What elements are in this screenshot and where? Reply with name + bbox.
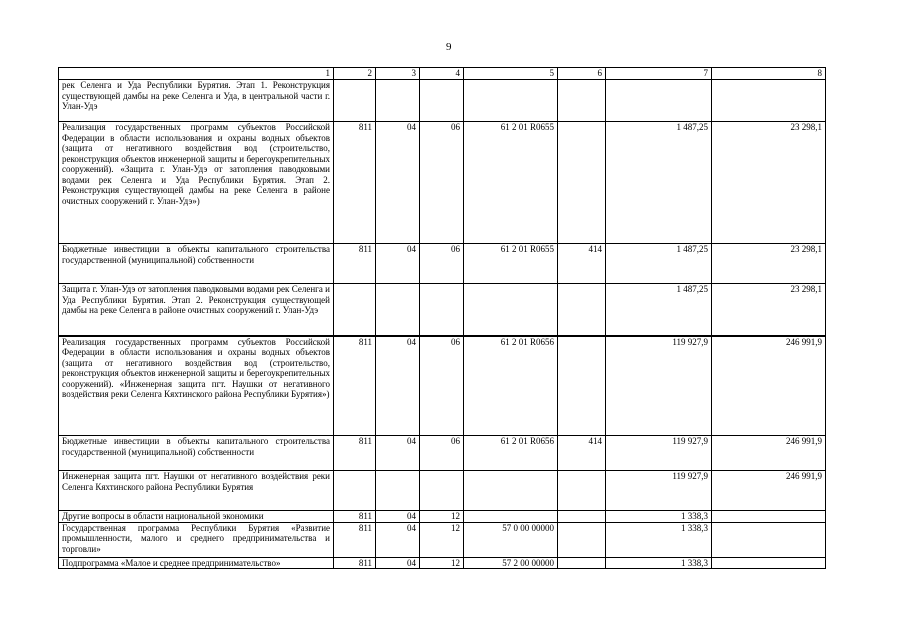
cell-target-article bbox=[464, 284, 558, 336]
table-header-row bbox=[59, 68, 826, 80]
table-row bbox=[59, 522, 826, 557]
row-name: Бюджетные инвестиции в объекты капитального строительства государственной (муниципальной) собственности bbox=[59, 244, 334, 284]
cell-subsection: 12 bbox=[420, 522, 464, 557]
row-name: Реализация государственных программ субъектов Российской Федерации в области использования и охраны водных объектов (защита от негативного воздействия вод (строительство, реконструкция объектов инженерной защиты и берегоукрепительных сооружений). «Инженерная защита пгт. Наушки от негативного воздействия реки Селенга Кяхтинского района Республики Бурятия») bbox=[59, 336, 334, 436]
column-header: 6 bbox=[558, 68, 606, 80]
cell-amount-1: 1 338,3 bbox=[606, 557, 712, 569]
column-header: 1 bbox=[59, 68, 334, 80]
cell-amount-2: 246 991,9 bbox=[712, 336, 826, 436]
cell-amount-1: 119 927,9 bbox=[606, 336, 712, 436]
cell-amount-1: 1 487,25 bbox=[606, 244, 712, 284]
cell-target-article bbox=[464, 511, 558, 523]
table-row bbox=[59, 284, 826, 336]
cell-expense-type bbox=[558, 122, 606, 244]
table-row bbox=[59, 244, 826, 284]
cell-ministry: 811 bbox=[334, 436, 376, 471]
column-header: 4 bbox=[420, 68, 464, 80]
cell-expense-type bbox=[558, 471, 606, 511]
cell-amount-2: 246 991,9 bbox=[712, 471, 826, 511]
table-row bbox=[59, 471, 826, 511]
cell-subsection bbox=[420, 284, 464, 336]
column-header: 2 bbox=[334, 68, 376, 80]
cell-subsection bbox=[420, 80, 464, 122]
cell-target-article: 57 0 00 00000 bbox=[464, 522, 558, 557]
cell-expense-type bbox=[558, 522, 606, 557]
cell-ministry: 811 bbox=[334, 511, 376, 523]
column-header: 3 bbox=[376, 68, 420, 80]
cell-target-article: 61 2 01 R0656 bbox=[464, 336, 558, 436]
cell-ministry bbox=[334, 471, 376, 511]
table-row bbox=[59, 80, 826, 122]
cell-target-article: 61 2 01 R0655 bbox=[464, 122, 558, 244]
cell-expense-type bbox=[558, 557, 606, 569]
cell-section: 04 bbox=[376, 522, 420, 557]
cell-amount-2 bbox=[712, 557, 826, 569]
cell-ministry: 811 bbox=[334, 336, 376, 436]
cell-section bbox=[376, 80, 420, 122]
cell-subsection: 06 bbox=[420, 244, 464, 284]
cell-section: 04 bbox=[376, 122, 420, 244]
cell-ministry bbox=[334, 284, 376, 336]
row-name: Подпрограмма «Малое и среднее предпринимательство» bbox=[59, 557, 334, 569]
row-name: Государственная программа Республики Бурятия «Развитие промышленности, малого и среднего предпринимательства и торговли» bbox=[59, 522, 334, 557]
cell-subsection: 06 bbox=[420, 336, 464, 436]
cell-expense-type bbox=[558, 284, 606, 336]
table-row bbox=[59, 557, 826, 569]
table-row bbox=[59, 122, 826, 244]
row-name: Защита г. Улан-Удэ от затопления паводковыми водами рек Селенга и Уда Республики Бурятия. Этап 2. Реконструкция существующей дамбы на реке Селенга в районе очистных сооружений г. Улан-Удэ bbox=[59, 284, 334, 336]
cell-amount-2: 23 298,1 bbox=[712, 244, 826, 284]
budget-table bbox=[58, 67, 826, 569]
cell-section bbox=[376, 284, 420, 336]
cell-subsection: 06 bbox=[420, 122, 464, 244]
cell-amount-1: 1 487,25 bbox=[606, 284, 712, 336]
cell-section: 04 bbox=[376, 244, 420, 284]
table-row bbox=[59, 511, 826, 523]
cell-amount-2 bbox=[712, 511, 826, 523]
cell-target-article: 61 2 01 R0656 bbox=[464, 436, 558, 471]
cell-amount-2 bbox=[712, 80, 826, 122]
cell-target-article: 61 2 01 R0655 bbox=[464, 244, 558, 284]
cell-section: 04 bbox=[376, 336, 420, 436]
table-row bbox=[59, 336, 826, 436]
cell-amount-1: 1 487,25 bbox=[606, 122, 712, 244]
cell-subsection: 06 bbox=[420, 436, 464, 471]
cell-subsection: 12 bbox=[420, 557, 464, 569]
cell-section: 04 bbox=[376, 436, 420, 471]
cell-amount-2: 23 298,1 bbox=[712, 284, 826, 336]
cell-section bbox=[376, 471, 420, 511]
cell-amount-2: 23 298,1 bbox=[712, 122, 826, 244]
column-header: 5 bbox=[464, 68, 558, 80]
row-name: Другие вопросы в области национальной экономики bbox=[59, 511, 334, 523]
cell-ministry: 811 bbox=[334, 122, 376, 244]
cell-amount-2 bbox=[712, 522, 826, 557]
row-name: Инженерная защита пгт. Наушки от негативного воздействия реки Селенга Кяхтинского района Республики Бурятия bbox=[59, 471, 334, 511]
cell-target-article: 57 2 00 00000 bbox=[464, 557, 558, 569]
cell-section: 04 bbox=[376, 557, 420, 569]
cell-ministry: 811 bbox=[334, 522, 376, 557]
cell-subsection bbox=[420, 471, 464, 511]
cell-expense-type: 414 bbox=[558, 244, 606, 284]
row-name: рек Селенга и Уда Республики Бурятия. Этап 1. Реконструкция существующей дамбы на реке Селенга и Уда, в центральной части г. Улан-Удэ bbox=[59, 80, 334, 122]
column-header: 7 bbox=[606, 68, 712, 80]
table-row bbox=[59, 436, 826, 471]
row-name: Реализация государственных программ субъектов Российской Федерации в области использования и охраны водных объектов (защита от негативного воздействия вод (строительство, реконструкция объектов инженерной защиты и берегоукрепительных сооружений). «Защита г. Улан-Удэ от затопления паводковыми водами рек Селенга и Уда Республики Бурятия. Этап 2. Реконструкция существующей дамбы на реке Селенга в районе очистных сооружений г. Улан-Удэ») bbox=[59, 122, 334, 244]
cell-ministry: 811 bbox=[334, 244, 376, 284]
cell-expense-type bbox=[558, 80, 606, 122]
page-number: 9 bbox=[446, 41, 452, 53]
cell-target-article bbox=[464, 471, 558, 511]
cell-amount-1: 1 338,3 bbox=[606, 522, 712, 557]
cell-subsection: 12 bbox=[420, 511, 464, 523]
row-name: Бюджетные инвестиции в объекты капитального строительства государственной (муниципальной) собственности bbox=[59, 436, 334, 471]
cell-amount-1: 119 927,9 bbox=[606, 436, 712, 471]
cell-amount-1 bbox=[606, 80, 712, 122]
cell-target-article bbox=[464, 80, 558, 122]
cell-amount-1: 119 927,9 bbox=[606, 471, 712, 511]
cell-amount-2: 246 991,9 bbox=[712, 436, 826, 471]
cell-amount-1: 1 338,3 bbox=[606, 511, 712, 523]
cell-ministry bbox=[334, 80, 376, 122]
column-header: 8 bbox=[712, 68, 826, 80]
cell-section: 04 bbox=[376, 511, 420, 523]
cell-expense-type bbox=[558, 511, 606, 523]
cell-expense-type bbox=[558, 336, 606, 436]
cell-ministry: 811 bbox=[334, 557, 376, 569]
cell-expense-type: 414 bbox=[558, 436, 606, 471]
